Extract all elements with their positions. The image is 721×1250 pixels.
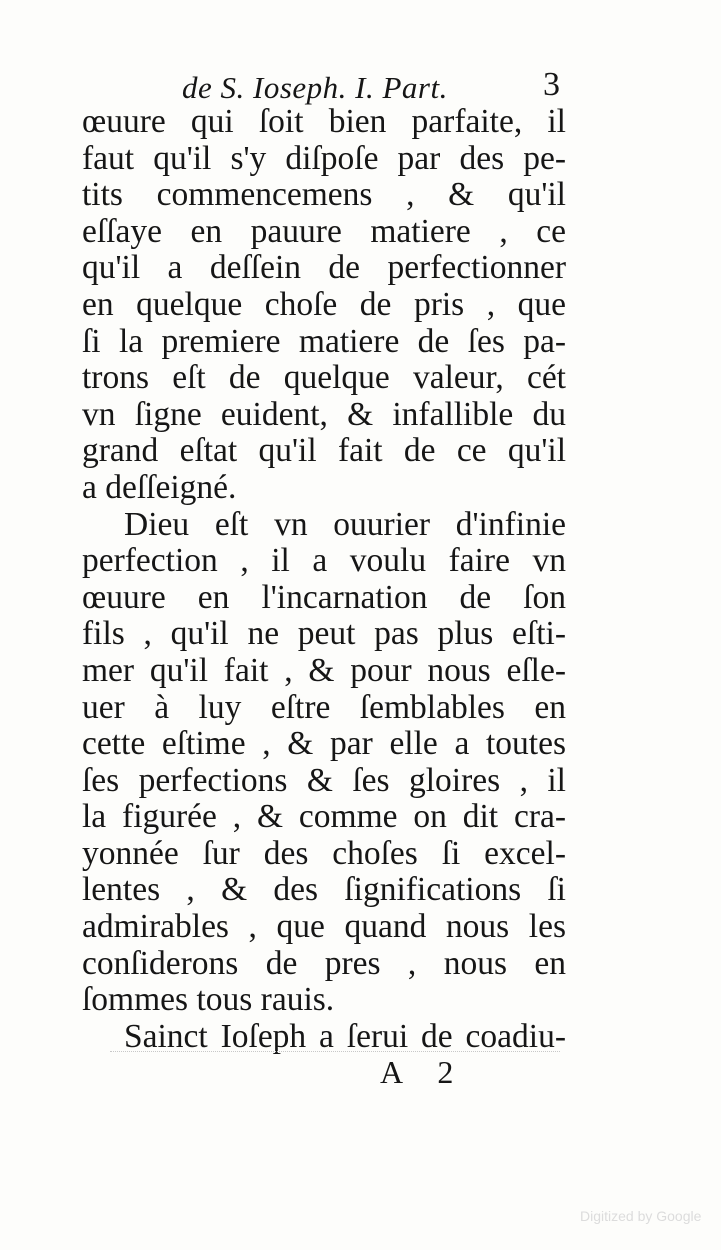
text-line: tits commencemens , & qu'il: [82, 176, 566, 214]
text-line: mer qu'il fait , & pour nous eſle-: [82, 651, 566, 689]
running-title: de S. Ioseph. I. Part.: [182, 70, 448, 105]
text-line: eſſaye en pauure matiere , ce: [82, 212, 566, 250]
text-line: cette eſtime , & par elle a toutes: [82, 725, 566, 763]
body-text: [82, 104, 566, 1055]
text-line: la figurée , & comme on dit cra-: [82, 798, 566, 836]
text-line: vn ſigne euident, & infallible du: [82, 395, 566, 433]
text-line: uer à luy eſtre ſemblables en: [82, 688, 566, 726]
text-line: faut qu'il s'y diſpoſe par des pe-: [82, 139, 566, 177]
text-line: a deſſeigné.: [82, 468, 237, 506]
text-line: yonnée ſur des choſes ſi excel-: [82, 834, 566, 872]
text-line: ſommes tous rauis.: [82, 981, 335, 1019]
page-number: 3: [543, 66, 560, 103]
footer-divider: [110, 1051, 560, 1054]
text-line: trons eſt de quelque valeur, cét: [82, 359, 566, 397]
text-line: œuure qui ſoit bien parfaite, il: [82, 103, 566, 140]
text-line: qu'il a deſſein de perfectionner: [82, 249, 566, 287]
text-line: en quelque choſe de pris , que: [82, 285, 566, 323]
text-line: perfection , il a voulu faire vn: [82, 542, 566, 580]
running-head: [82, 66, 570, 106]
text-line: œuure en l'incarnation de ſon: [82, 578, 566, 616]
text-line: admirables , que quand nous les: [82, 908, 566, 946]
text-line: Dieu eſt vn ouurier d'infinie: [124, 505, 566, 543]
text-line: lentes , & des ſignifications ſi: [82, 871, 566, 909]
text-line: ſes perfections & ſes gloires , il: [82, 761, 566, 799]
text-line: ſi la premiere matiere de ſes pa-: [82, 322, 566, 360]
text-line: conſiderons de pres , nous en: [82, 944, 566, 982]
text-line: grand eſtat qu'il fait de ce qu'il: [82, 432, 566, 470]
signature-mark: A 2: [380, 1054, 468, 1090]
watermark: Digitized by Google: [580, 1208, 702, 1224]
text-line: fils , qu'il ne peut pas plus eſti-: [82, 615, 566, 653]
text-line: Sainct Ioſeph a ſerui de coadiu-: [124, 1017, 566, 1055]
